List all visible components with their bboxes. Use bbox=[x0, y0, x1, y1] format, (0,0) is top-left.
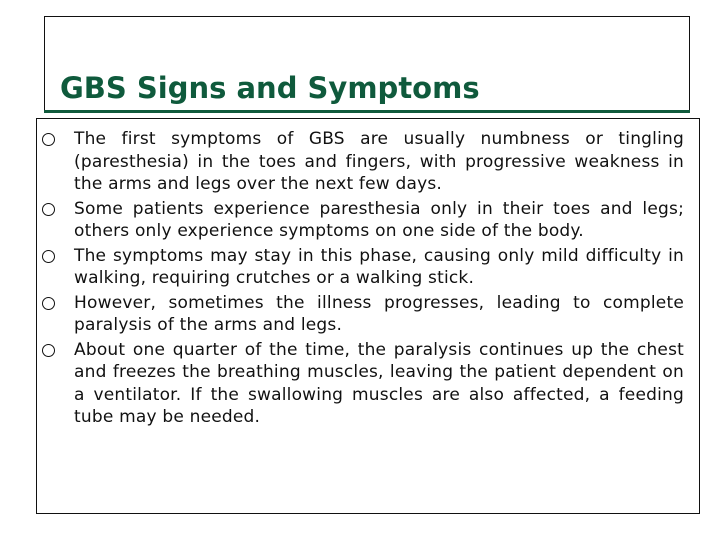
slide-title: GBS Signs and Symptoms bbox=[60, 71, 480, 105]
bullet-text: About one quarter of the time, the paralysis continues up the chest and freezes the breathing muscles, leaving the patient dependent on a ventilator. If the swallowing muscles are also affected, a feeding tube may be needed. bbox=[74, 339, 684, 427]
hollow-circle-bullet-icon bbox=[42, 133, 55, 146]
hollow-circle-bullet-icon bbox=[42, 344, 55, 357]
bullet-text: The first symptoms of GBS are usually numbness or tingling (paresthesia) in the toes and fingers, with progressive weakness in the arms and legs over the next few days. bbox=[74, 129, 684, 194]
bullet-item bbox=[40, 245, 684, 290]
title-underline bbox=[44, 110, 690, 113]
bullet-item bbox=[40, 128, 684, 196]
hollow-circle-bullet-icon bbox=[42, 203, 55, 216]
hollow-circle-bullet-icon bbox=[42, 250, 55, 263]
bullet-text: Some patients experience paresthesia only in their toes and legs; others only experience symptoms on one side of the body. bbox=[74, 198, 684, 241]
bullet-item bbox=[40, 339, 684, 429]
bullet-list bbox=[40, 128, 684, 431]
bullet-text: However, sometimes the illness progresses, leading to complete paralysis of the arms and legs. bbox=[74, 292, 684, 335]
bullet-item bbox=[40, 292, 684, 337]
bullet-item bbox=[40, 198, 684, 243]
hollow-circle-bullet-icon bbox=[42, 297, 55, 310]
bullet-text: The symptoms may stay in this phase, causing only mild difficulty in walking, requiring crutches or a walking stick. bbox=[74, 245, 684, 288]
